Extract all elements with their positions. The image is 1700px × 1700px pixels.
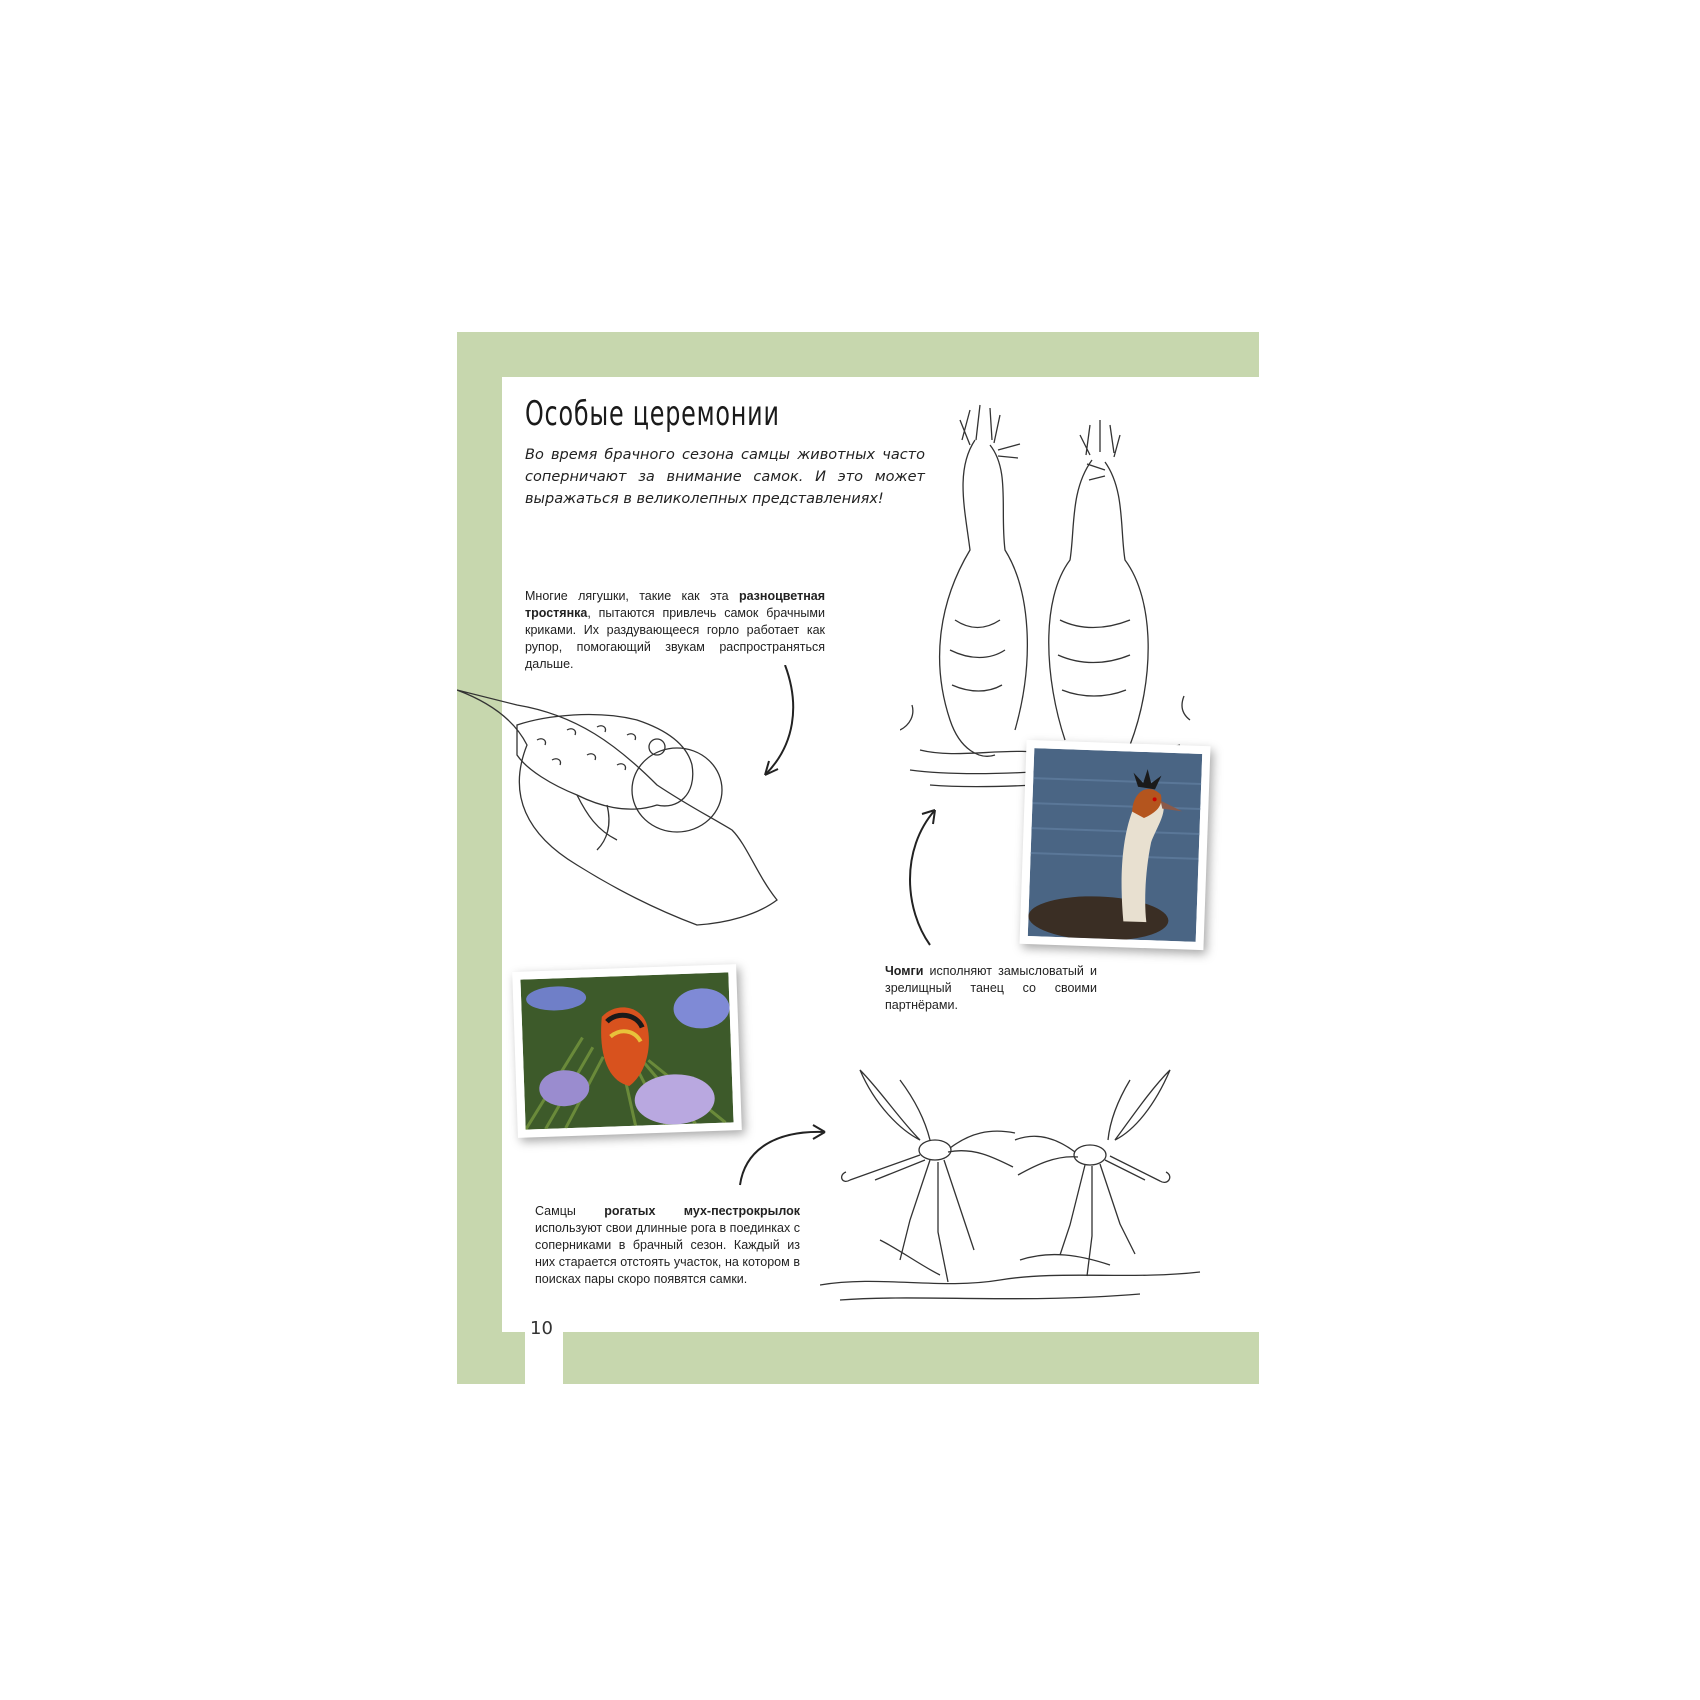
flies-drawing [820,1060,1210,1310]
grebes-drawing [900,400,1200,790]
page-title: Особые церемонии [525,394,780,434]
caption-text: исполняют замысловатый и зрелищный танец со своими партнёрами. [885,964,1097,1012]
species-name: Чомги [885,964,924,978]
grebe-caption [885,963,1097,1014]
caption-text: , пытаются привлечь самок брачными криками. Их раздувающееся горло работает как рупор, помогающий звукам распространяться дальше. [525,606,825,671]
frog-drawing [457,685,787,930]
frog-caption [525,588,825,673]
frog-photo [512,964,742,1138]
arrow-icon [755,665,805,785]
arrow-icon [900,800,950,950]
arrow-icon [735,1120,835,1190]
species-name: рогатых мух-пестрокрылок [604,1204,800,1218]
caption-text: используют свои длинные рога в поединках с соперниками в брачный сезон. Каждый из них старается отстоять участок, на котором в поисках пары скоро появятся самки. [535,1221,800,1286]
caption-text: Самцы [535,1204,605,1218]
intro-text: Во время брачного сезона самцы животных часто соперничают за внимание самок. И это может выражаться в великолепных представлениях! [525,447,925,507]
page-number: 10 [530,1318,553,1339]
caption-text: Многие лягушки, такие как эта [525,589,739,603]
fly-caption [535,1203,800,1288]
grebe-photo [1019,740,1210,950]
species-name: разноцветная тростянка [525,589,825,620]
